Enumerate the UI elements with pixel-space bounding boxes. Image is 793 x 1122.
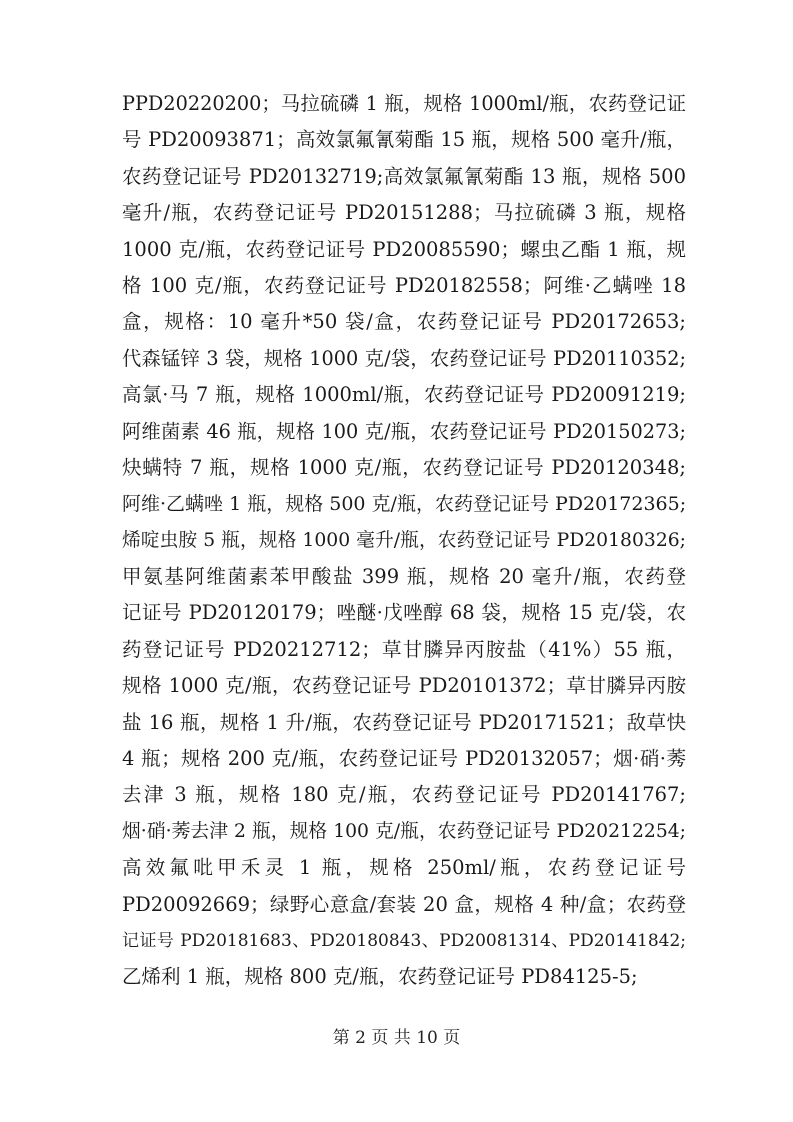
body-text-line: PD20092669；绿野心意盒/套装 20 盒，规格 4 种/盒；农药登 [122, 892, 686, 916]
body-text-line: 盐 16 瓶，规格 1 升/瓶，农药登记证号 PD20171521；敌草快 [122, 710, 686, 734]
body-text-line: 1000 克/瓶，农药登记证号 PD20085590；螺虫乙酯 1 瓶，规 [122, 237, 686, 261]
body-text-line: 盒，规格：10 毫升*50 袋/盒，农药登记证号 PD20172653; [122, 310, 686, 334]
body-text-line: 记证号 PD20120179；唑醚·戊唑醇 68 袋，规格 15 克/袋，农 [122, 601, 686, 625]
body-text-line: 毫升/瓶，农药登记证号 PD20151288；马拉硫磷 3 瓶，规格 [122, 201, 686, 225]
body-text-line: 乙烯利 1 瓶，规格 800 克/瓶，农药登记证号 PD84125-5; [122, 965, 638, 989]
body-text-line: 4 瓶；规格 200 克/瓶，农药登记证号 PD20132057；烟·硝·莠 [122, 747, 686, 771]
body-text-line: 代森锰锌 3 袋，规格 1000 克/袋，农药登记证号 PD20110352; [122, 346, 686, 370]
body-text-line: 药登记证号 PD20212712；草甘膦异丙胺盐（41%）55 瓶， [122, 637, 686, 661]
body-text-line: 记证号 PD20181683、PD20180843、PD20081314、PD20141842; [122, 930, 686, 951]
document-body [122, 86, 686, 996]
body-text-line: 去津 3 瓶，规格 180 克/瓶，农药登记证号 PD20141767; [122, 783, 686, 807]
body-text-line: 阿维菌素 46 瓶，规格 100 克/瓶，农药登记证号 PD20150273; [122, 419, 686, 443]
body-text-line: 甲氨基阿维菌素苯甲酸盐 399 瓶，规格 20 毫升/瓶，农药登 [122, 565, 686, 589]
body-text-line: 阿维·乙螨唑 1 瓶，规格 500 克/瓶，农药登记证号 PD20172365; [122, 493, 687, 516]
body-text-line: 烯啶虫胺 5 瓶，规格 1000 毫升/瓶，农药登记证号 PD20180326; [122, 529, 686, 551]
body-text-line: 号 PD20093871；高效氯氟氰菊酯 15 瓶，规格 500 毫升/瓶， [122, 128, 686, 152]
body-text-line: 烟·硝·莠去津 2 瓶，规格 100 克/瓶，农药登记证号 PD20212254; [122, 820, 686, 842]
body-text-line: 格 100 克/瓶，农药登记证号 PD20182558；阿维·乙螨唑 18 [122, 273, 686, 297]
body-text-line: 炔螨特 7 瓶，规格 1000 克/瓶，农药登记证号 PD20120348; [122, 455, 686, 479]
body-text-line: PPD20220200；马拉硫磷 1 瓶，规格 1000ml/瓶，农药登记证 [122, 92, 686, 115]
body-text-line: 农药登记证号 PD20132719;高效氯氟氰菊酯 13 瓶，规格 500 [122, 164, 686, 188]
body-text-line: 规格 1000 克/瓶，农药登记证号 PD20101372；草甘膦异丙胺 [122, 674, 686, 698]
page-number-footer: 第 2 页 共 10 页 [332, 1028, 461, 1048]
body-text-line: 高效氟吡甲禾灵 1 瓶，规格 250ml/瓶，农药登记证号 [122, 856, 686, 880]
body-text-line: 高氯·马 7 瓶，规格 1000ml/瓶，农药登记证号 PD20091219; [122, 383, 686, 407]
